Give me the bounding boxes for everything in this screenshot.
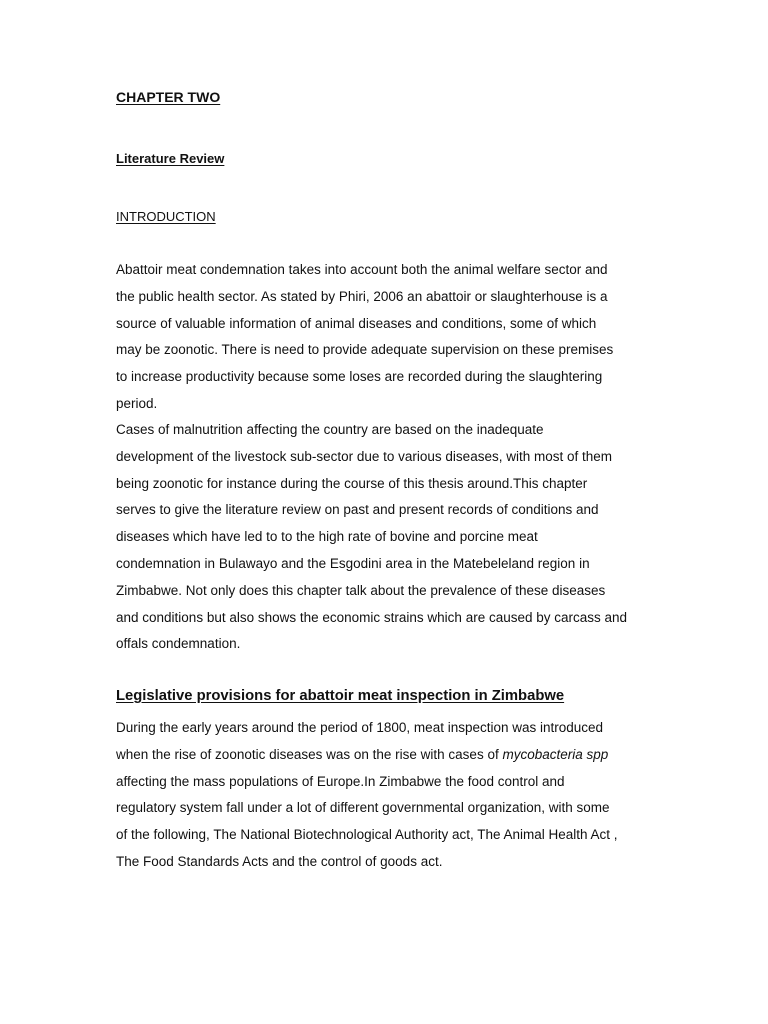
- text-segment: when the rise of zoonotic diseases was on the rise with cases of: [116, 746, 503, 762]
- intro-paragraph-1: [116, 257, 656, 418]
- subtitle: Literature Review: [116, 151, 225, 166]
- text-line: Abattoir meat condemnation takes into account both the animal welfare sector and: [116, 262, 608, 277]
- intro-heading: INTRODUCTION: [116, 209, 216, 224]
- text-line: development of the livestock sub-sector due to various diseases, with most of them: [116, 448, 612, 464]
- text-line: source of valuable information of animal diseases and conditions, some of which: [116, 315, 597, 331]
- text-line: Zimbabwe. Not only does this chapter talk about the prevalence of these diseases: [116, 582, 606, 598]
- text-line: of the following, The National Biotechnological Authority act, The Animal Health Act ,: [116, 827, 618, 843]
- text-line: condemnation in Bulawayo and the Esgodini area in the Matebeleland region in: [116, 555, 590, 571]
- text-line: to increase productivity because some loses are recorded during the slaughtering: [116, 369, 603, 385]
- text-line: The Food Standards Acts and the control of goods act.: [116, 853, 443, 869]
- intro-paragraph-2: [116, 417, 656, 658]
- text-line: Cases of malnutrition affecting the country are based on the inadequate: [116, 422, 544, 437]
- text-line: [116, 742, 656, 769]
- text-line: affecting the mass populations of Europe.In Zimbabwe the food control and: [116, 773, 565, 789]
- text-line: offals condemnation.: [116, 636, 241, 652]
- text-line: being zoonotic for instance during the course of this thesis around.This chapter: [116, 475, 588, 491]
- text-line: may be zoonotic. There is need to provide adequate supervision on these premises: [116, 342, 614, 358]
- text-line: and conditions but also shows the economic strains which are caused by carcass and: [116, 609, 628, 625]
- text-line: diseases which have led to to the high rate of bovine and porcine meat: [116, 529, 538, 545]
- chapter-title: CHAPTER TWO: [116, 89, 221, 105]
- legislative-paragraph: [116, 715, 656, 876]
- text-line: the public health sector. As stated by Phiri, 2006 an abattoir or slaughterhouse is a: [116, 288, 608, 304]
- text-line: serves to give the literature review on past and present records of conditions and: [116, 502, 599, 518]
- text-line: regulatory system fall under a lot of different governmental organization, with some: [116, 800, 610, 816]
- section-heading: Legislative provisions for abattoir meat inspection in Zimbabwe: [116, 688, 565, 704]
- text-line: During the early years around the period of 1800, meat inspection was introduced: [116, 720, 604, 735]
- species-name-italic: mycobacteria spp: [502, 746, 609, 762]
- text-line: period.: [116, 395, 158, 411]
